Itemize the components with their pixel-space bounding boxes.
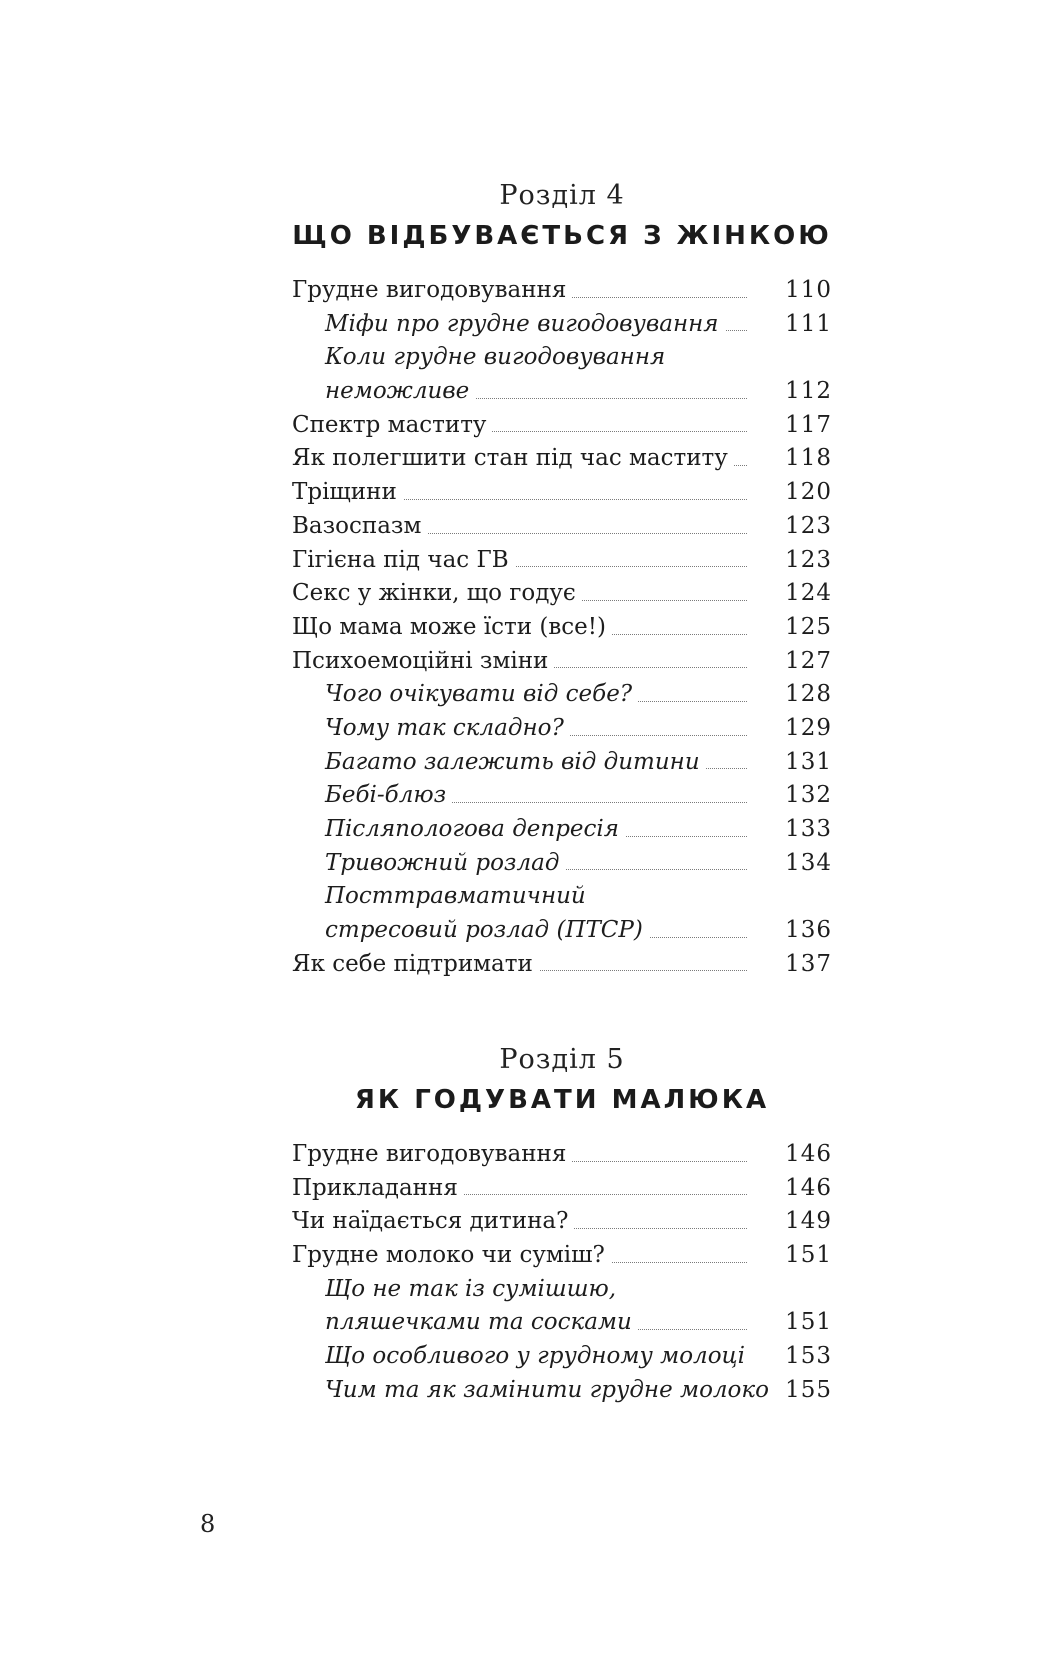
- toc-entry-text: Чим та як замінити грудне молоко: [325, 1377, 775, 1403]
- toc-page-number: 134: [785, 849, 832, 876]
- toc-page-number: 125: [785, 613, 832, 640]
- toc-page-number: 131: [785, 748, 832, 775]
- toc-page-number: 124: [785, 580, 832, 607]
- toc-page-number: 137: [785, 950, 832, 977]
- toc-entry: [292, 544, 832, 578]
- toc-page-number: 151: [785, 1309, 832, 1336]
- toc-entry-text: Бебі-блюз: [325, 782, 452, 808]
- toc-subentry: [292, 375, 832, 409]
- toc-page-number: 132: [785, 782, 832, 809]
- toc-entry-text: Чого очікувати від себе?: [325, 681, 638, 707]
- toc-page-number: 117: [785, 411, 832, 438]
- toc-page-number: 120: [785, 479, 832, 506]
- toc-entry-text: Грудне молоко чи суміш?: [292, 1242, 611, 1268]
- toc-page-number: 123: [785, 512, 832, 539]
- toc-entry-text: Чому так складно?: [325, 715, 570, 741]
- toc-subentry: [292, 914, 832, 948]
- toc-entry-text: Що мама може їсти (все!): [292, 614, 612, 640]
- chapter-4-section: [292, 178, 832, 981]
- toc-entry-text: стресовий розлад (ПТСР): [325, 917, 649, 943]
- toc-entry-text: неможливе: [325, 378, 475, 404]
- chapter-label: Розділ 4: [499, 180, 625, 211]
- toc-subentry: [292, 308, 832, 342]
- toc-subentry: [292, 1273, 832, 1307]
- toc-entry-text: Тривожний розлад: [325, 850, 565, 876]
- chapter-label: Розділ 5: [499, 1044, 625, 1075]
- toc-entry-text: Що особливого у грудному молоці: [325, 1343, 751, 1369]
- toc-subentry: [292, 678, 832, 712]
- toc-entry: [292, 476, 832, 510]
- toc-page-number: 118: [785, 445, 832, 472]
- toc-subentry: [292, 746, 832, 780]
- toc-page-number: 133: [785, 816, 832, 842]
- toc-subentry: [292, 341, 832, 375]
- toc-entry-text: Що не так із сумішшю,: [325, 1276, 622, 1302]
- toc-subentry: [292, 712, 832, 746]
- toc-entry: [292, 442, 832, 476]
- toc-entry-text: Грудне вигодовування: [292, 1141, 572, 1167]
- toc-entry-text: Тріщини: [292, 479, 403, 505]
- toc-entry: [292, 409, 832, 443]
- toc-page-number: 127: [785, 647, 832, 674]
- toc-entry: [292, 1205, 832, 1239]
- toc-entry-text: Гігієна під час ГВ: [292, 547, 515, 573]
- toc-entry-text: Коли грудне вигодовування: [325, 344, 671, 370]
- toc-page-number: 146: [785, 1174, 832, 1201]
- toc-entry-text: Як полегшити стан під час маститу: [292, 445, 734, 471]
- toc-subentry: [292, 1374, 832, 1408]
- chapter-5-section: [292, 1042, 832, 1408]
- toc-entry-text: Спектр маститу: [292, 412, 492, 438]
- toc-entry: [292, 611, 832, 645]
- toc-page-number: 128: [785, 681, 832, 708]
- chapter-title: ЯК ГОДУВАТИ МАЛЮКА: [354, 1085, 770, 1115]
- toc-entry-text: Прикладання: [292, 1175, 464, 1201]
- toc-entry: [292, 577, 832, 611]
- toc-entry-text: Як себе підтримати: [292, 951, 539, 977]
- toc-entry-text: Багато залежить від дитини: [325, 749, 706, 775]
- toc-entry: [292, 948, 832, 982]
- toc-subentry: [292, 1306, 832, 1340]
- toc-page-number: 149: [785, 1208, 832, 1235]
- toc-subentry: [292, 779, 832, 813]
- toc-page-number: 111: [785, 310, 832, 337]
- toc-entry-text: Післяпологова депресія: [325, 816, 625, 842]
- toc-page-number: 155: [785, 1376, 832, 1403]
- toc-subentry: [292, 880, 832, 914]
- toc-page-number: 153: [785, 1343, 832, 1370]
- toc-entry: [292, 510, 832, 544]
- toc-page-number: 146: [785, 1141, 832, 1167]
- toc-page-number: 129: [785, 714, 832, 741]
- toc-entry-text: Вазоспазм: [292, 513, 427, 539]
- toc-subentry: [292, 1340, 832, 1374]
- toc-page-number: 112: [785, 378, 832, 405]
- toc-page-number: 136: [785, 917, 832, 944]
- toc-subentry: [292, 847, 832, 881]
- toc-list: [292, 1138, 832, 1408]
- toc-page-number: 151: [785, 1242, 832, 1269]
- toc-entry-text: Психоемоційні зміни: [292, 648, 554, 674]
- page-number: 8: [200, 1510, 216, 1538]
- toc-entry-text: Міфи про грудне вигодовування: [325, 311, 725, 337]
- toc-entry-text: пляшечками та сосками: [325, 1309, 638, 1335]
- toc-page-number: 110: [785, 277, 832, 303]
- toc-page-number: 123: [785, 546, 832, 573]
- toc-entry-text: Секс у жінки, що годує: [292, 580, 582, 606]
- toc-entry-text: Грудне вигодовування: [292, 277, 572, 303]
- toc-entry-text: Чи наїдається дитина?: [292, 1208, 574, 1234]
- toc-subentry: [292, 813, 832, 847]
- chapter-title: ЩО ВІДБУВАЄТЬСЯ З ЖІНКОЮ: [292, 221, 832, 251]
- toc-list: [292, 274, 832, 981]
- toc-entry: [292, 645, 832, 679]
- toc-entry: [292, 1172, 832, 1206]
- toc-entry-text: Посттравматичний: [325, 883, 592, 909]
- toc-entry: [292, 274, 832, 308]
- toc-entry: [292, 1138, 832, 1172]
- toc-entry: [292, 1239, 832, 1273]
